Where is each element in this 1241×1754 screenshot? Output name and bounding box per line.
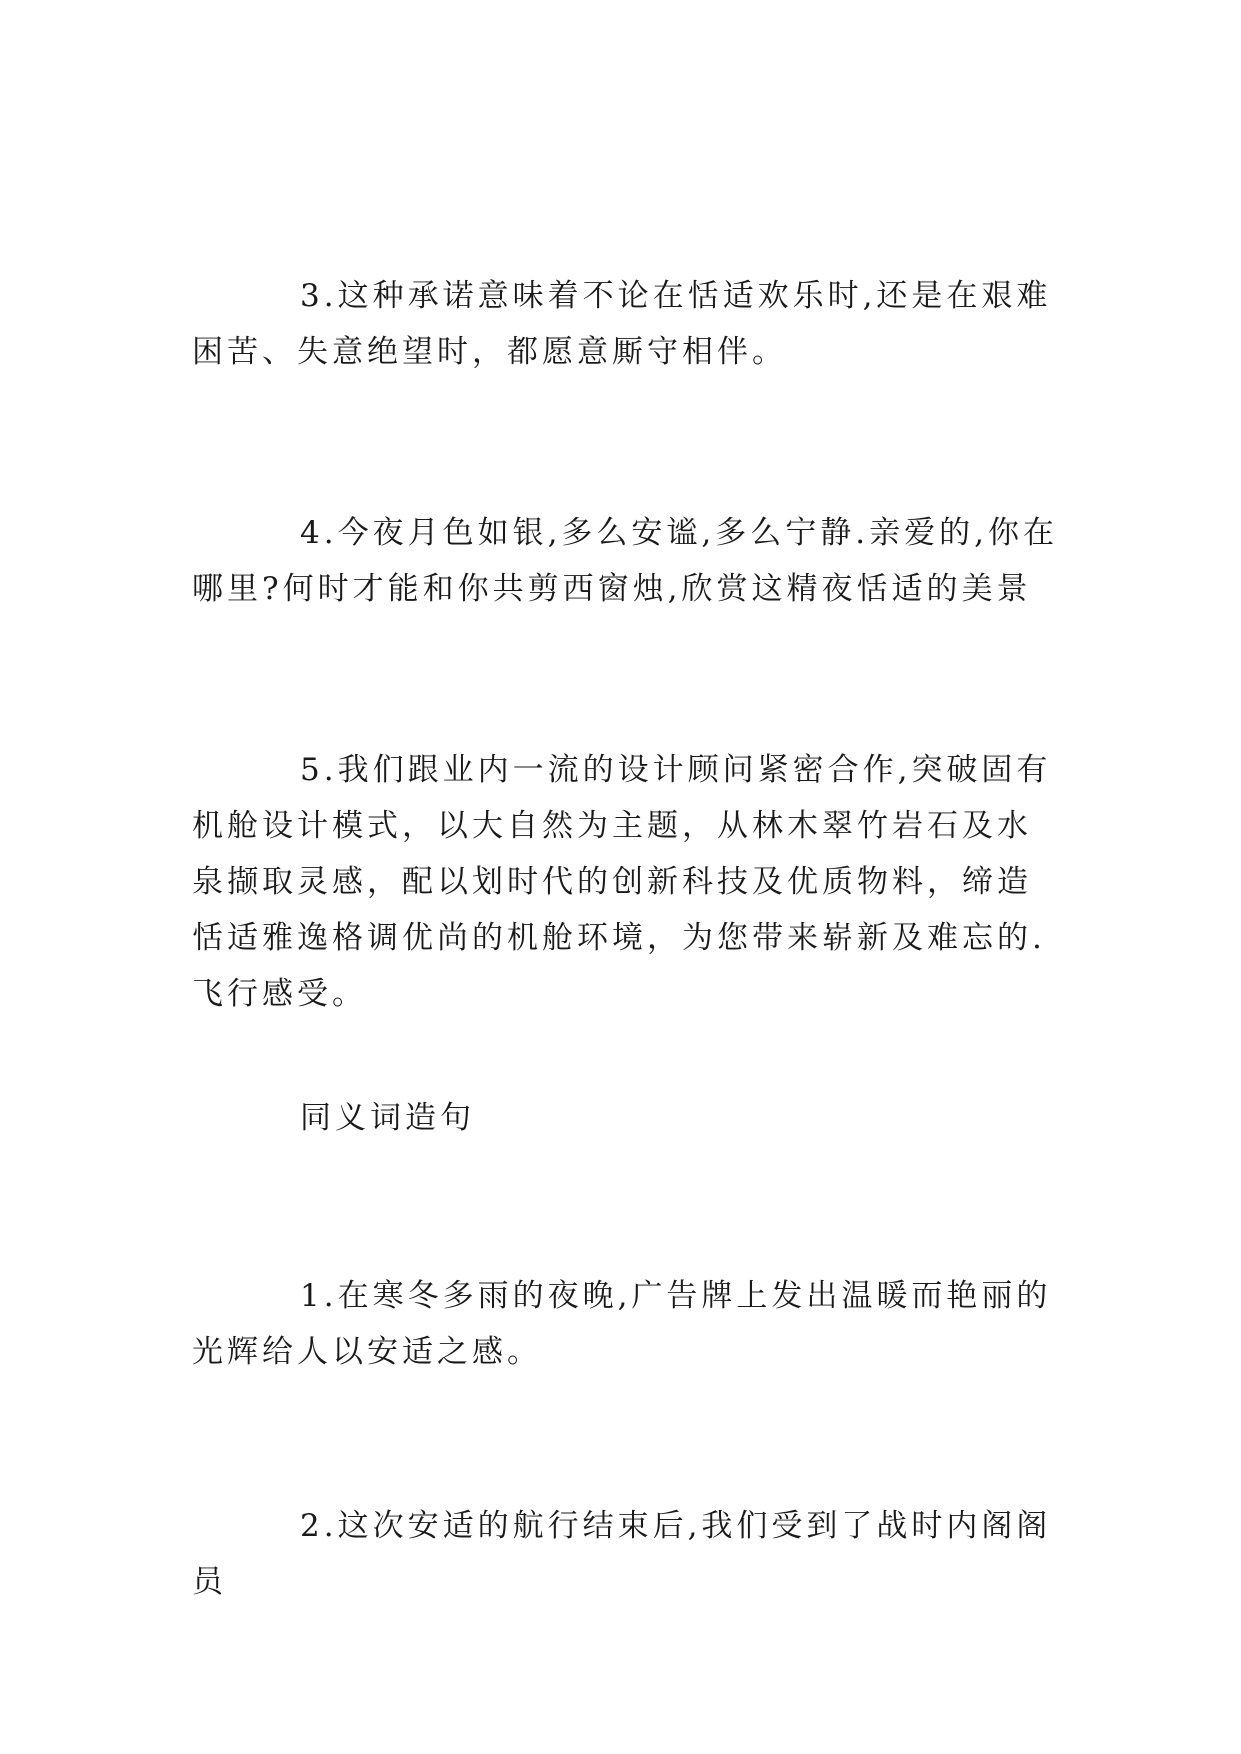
synonym-paragraph-2: 2.这次安适的航行结束后,我们受到了战时内阁阁员 — [192, 1508, 1052, 1600]
paragraph-4: 4.今夜月色如银,多么安谧,多么宁静.亲爱的,你在哪里?何时才能和你共剪西窗烛,欣赏这精夜恬适的美景 — [192, 515, 1058, 607]
synonym-paragraph-1: 1.在寒冬多雨的夜晚,广告牌上发出温暖而艳丽的光辉给人以安适之感。 — [192, 1278, 1052, 1370]
paragraph-5: 5.我们跟业内一流的设计顾问紧密合作,突破固有机舱设计模式，以大自然为主题，从林木翠竹岩石及水泉撷取灵感，配以划时代的创新科技及优质物料，缔造恬适雅逸格调优尚的机舱环境，为您带来崭新及难忘的.飞行感受。 — [192, 752, 1052, 1012]
paragraph-3: 3.这种承诺意味着不论在恬适欢乐时,还是在艰难困苦、失意绝望时，都愿意厮守相伴。 — [192, 278, 1052, 370]
section-heading: 同义词造句 — [300, 1100, 475, 1136]
